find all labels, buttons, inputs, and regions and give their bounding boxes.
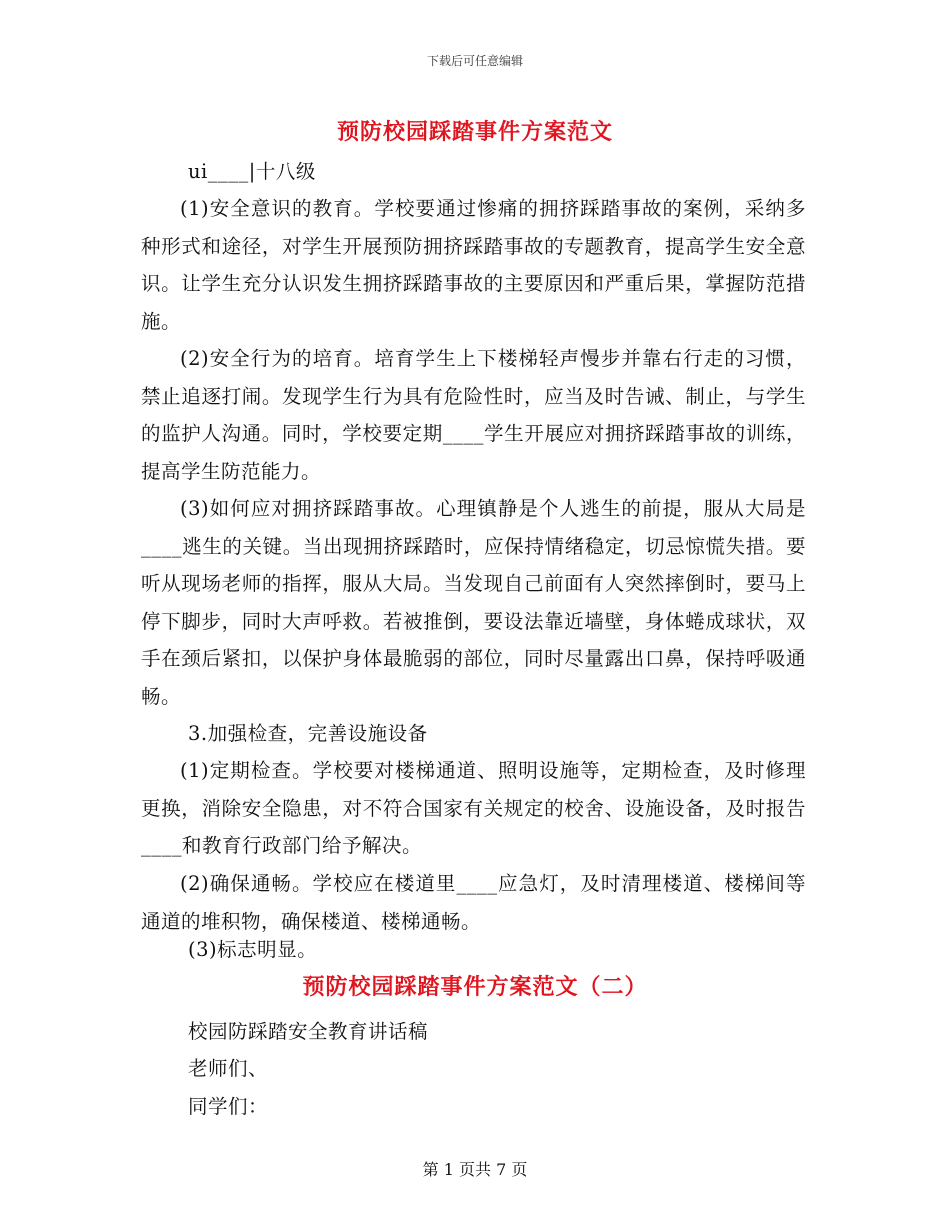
paragraph-clear-passage: (2)确保通畅。学校应在楼道里____应急灯，及时清理楼道、楼梯间等通道的堆积物，确保楼道、楼梯通畅。 xyxy=(141,872,806,933)
page-header-note: 下载后可任意编辑 xyxy=(426,54,523,68)
paragraph-safety-behavior: (2)安全行为的培育。培育学生上下楼梯轻声慢步并靠右行走的习惯，禁止追逐打闹。发现学生行为具有危险性时，应当及时告诫、制止，与学生的监护人沟通。同时，学校要定期____学生开展应对拥挤踩踏事故的训练，提高学生防范能力。 xyxy=(141,347,806,483)
paragraph-safety-awareness: (1)安全意识的教育。学校要通过惨痛的拥挤踩踏事故的案例，采纳多种形式和途径，对学生开展预防拥挤踩踏事故的专题教育，提高学生安全意识。让学生充分认识发生拥挤踩踏事故的主要原因和严重后果，掌握防范措施。 xyxy=(141,197,806,333)
paragraph-crowd-response: (3)如何应对拥挤踩踏事故。心理镇静是个人逃生的前提，服从大局是____逃生的关键。当出现拥挤踩踏时，应保持情绪稳定，切忌惊慌失措。要听从现场老师的指挥，服从大局。当发现自己前面有人突然摔倒时，要马上停下脚步，同时大声呼救。若被推倒，要设法靠近墙壁，身体蜷成球状，双手在颈后紧扣，以保护身体最脆弱的部位，同时尽量露出口鼻，保持呼吸通畅。 xyxy=(141,497,806,708)
speech-title: 校园防踩踏安全教育讲话稿 xyxy=(188,1020,429,1043)
greeting-students: 同学们： xyxy=(188,1095,269,1118)
grade-line: ui____|十八级 xyxy=(188,160,316,183)
document-title-part-two: 预防校园踩踏事件方案范文（二） xyxy=(302,974,648,1000)
page-number: 第 1 页共 7 页 xyxy=(422,1160,528,1179)
section-heading-inspection: 3.加强检查，完善设施设备 xyxy=(188,722,428,745)
paragraph-regular-inspection: (1)定期检查。学校要对楼梯通道、照明设施等，定期检查，及时修理更换，消除安全隐患，对不符合国家有关规定的校舍、设施设备，及时报告____和教育行政部门给予解决。 xyxy=(141,759,806,857)
paragraph-clear-signage: (3)标志明显。 xyxy=(188,938,318,961)
greeting-teachers: 老师们、 xyxy=(188,1057,269,1080)
document-title: 预防校园踩踏事件方案范文 xyxy=(336,119,613,145)
